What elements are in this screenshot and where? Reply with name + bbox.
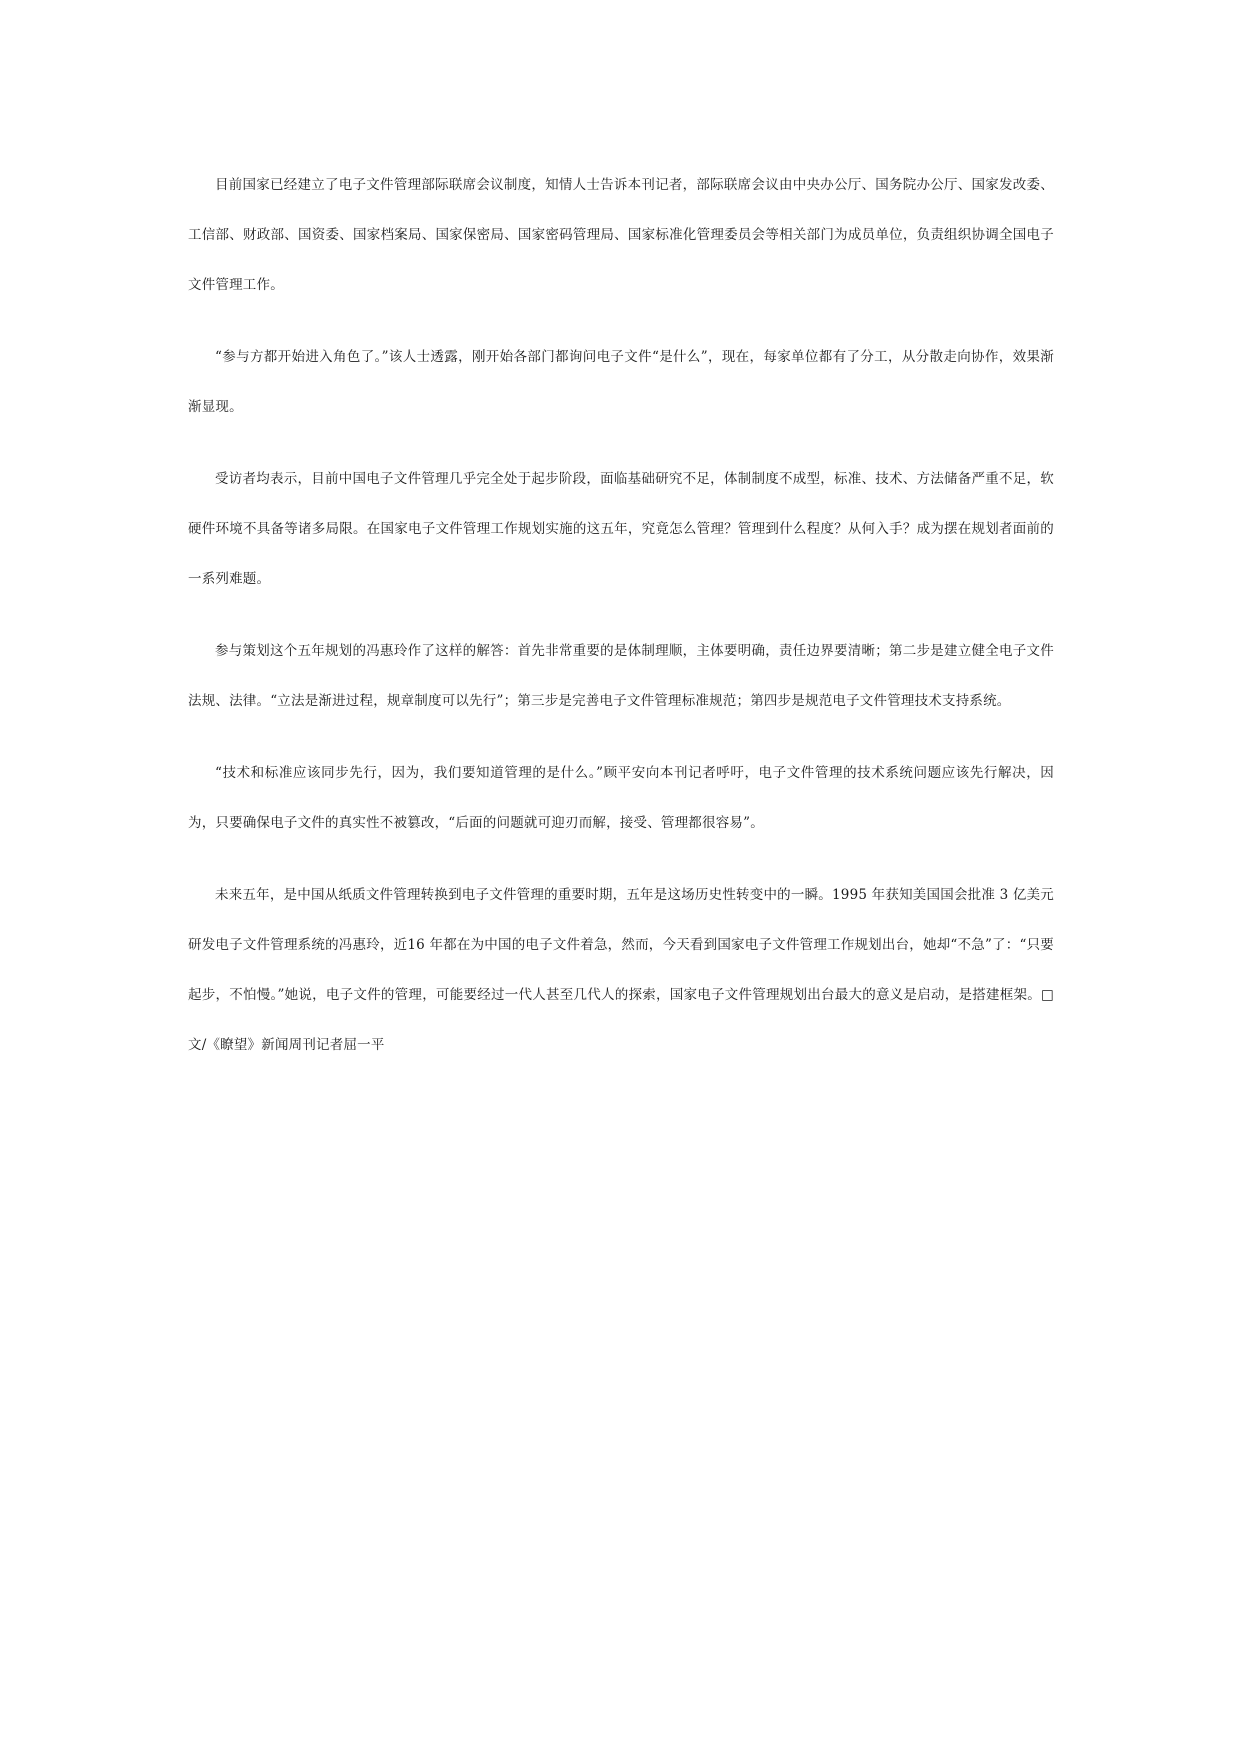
paragraph-1: 目前国家已经建立了电子文件管理部际联席会议制度，知情人士告诉本刊记者，部际联席会议由中央办公厅、国务院办公厅、国家发改委、工信部、财政部、国资委、国家档案局、国家保密局、国家密码管理局、国家标准化管理委员会等相关部门为成员单位，负责组织协调全国电子文件管理工作。 bbox=[188, 177, 1054, 293]
document-body bbox=[188, 160, 1054, 1070]
paragraph-3: 受访者均表示，目前中国电子文件管理几乎完全处于起步阶段，面临基础研究不足，体制制度不成型，标准、技术、方法储备严重不足，软硬件环境不具备等诸多局限。在国家电子文件管理工作规划实施的这五年，究竟怎么管理？管理到什么程度？从何入手？成为摆在规划者面前的一系列难题。 bbox=[188, 471, 1054, 587]
paragraph-2: “参与方都开始进入角色了。”该人士透露，刚开始各部门都询问电子文件“是什么”，现在，每家单位都有了分工，从分散走向协作，效果渐渐显现。 bbox=[188, 349, 1054, 415]
paragraph-5: “技术和标准应该同步先行，因为，我们要知道管理的是什么。”顾平安向本刊记者呼吁，电子文件管理的技术系统问题应该先行解决，因为，只要确保电子文件的真实性不被篡改，“后面的问题就可迎刃而解，接受、管理都很容易”。 bbox=[188, 765, 1054, 831]
paragraph-4: 参与策划这个五年规划的冯惠玲作了这样的解答：首先非常重要的是体制理顺，主体要明确，责任边界要清晰；第二步是建立健全电子文件法规、法律。“立法是渐进过程，规章制度可以先行”；第三步是完善电子文件管理标准规范；第四步是规范电子文件管理技术支持系统。 bbox=[188, 643, 1054, 709]
paragraph-6: 未来五年，是中国从纸质文件管理转换到电子文件管理的重要时期，五年是这场历史性转变中的一瞬。1995 年获知美国国会批准 3 亿美元研发电子文件管理系统的冯惠玲，近16 年都在为中国的电子文件着急，然而，今天看到国家电子文件管理工作规划出台，她却“不急”了：“只要起步，不怕慢。”她说，电子文件的管理，可能要经过一代人甚至几代人的探索，国家电子文件管理规划出台最大的意义是启动，是搭建框架。□文/《瞭望》新闻周刊记者屈一平 bbox=[188, 887, 1054, 1053]
